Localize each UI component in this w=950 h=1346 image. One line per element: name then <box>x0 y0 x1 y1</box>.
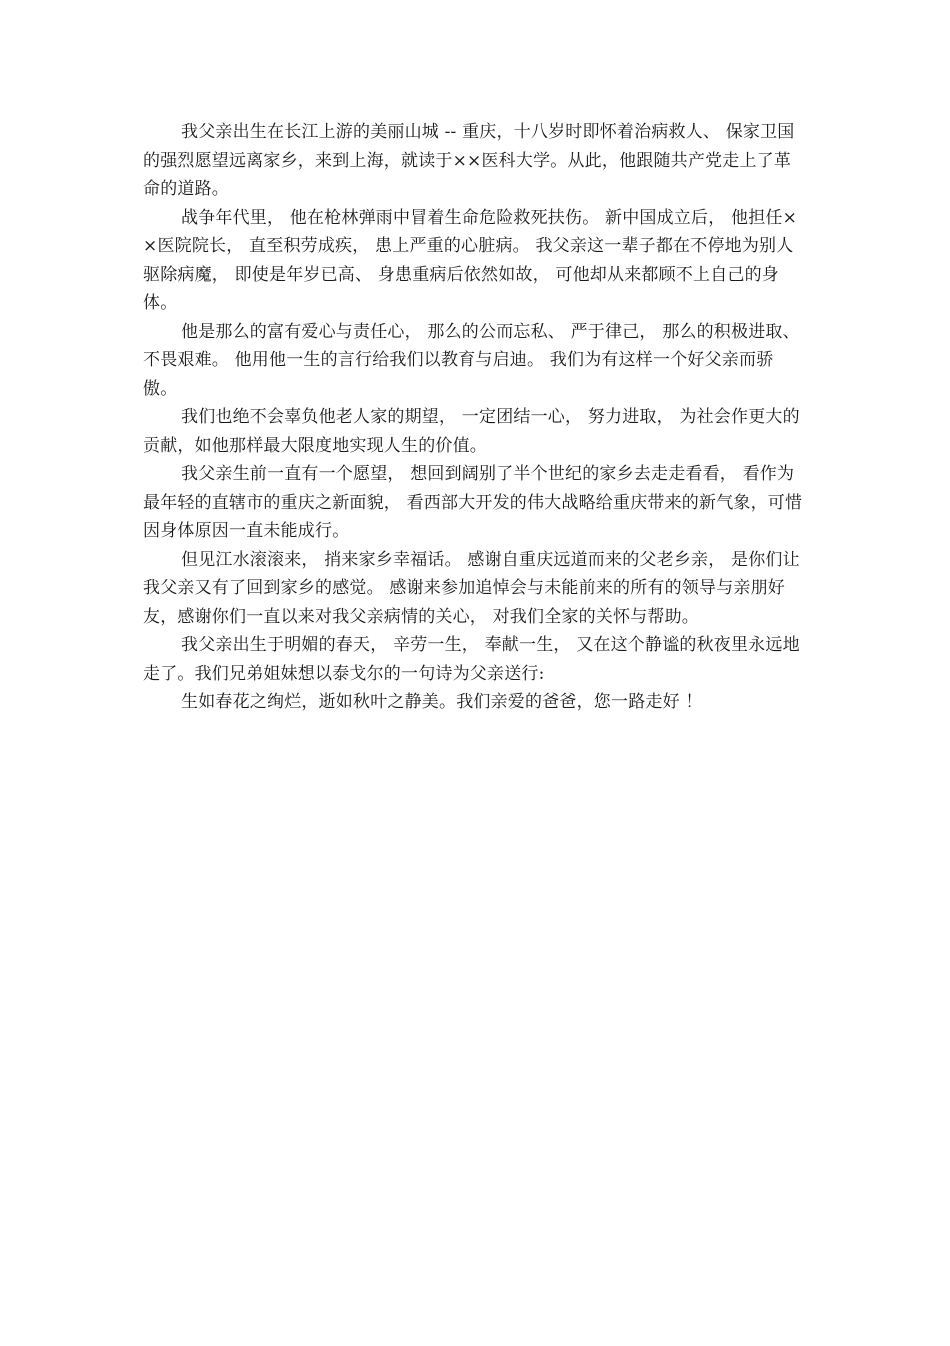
document-body <box>143 118 807 717</box>
paragraph-5: 我父亲生前一直有一个愿望， 想回到阔别了半个世纪的家乡去走走看看， 看作为最年轻的直辖市的重庆之新面貌， 看西部大开发的伟大战略给重庆带来的新气象，可惜因身体原因一直未能成行。 <box>143 464 803 541</box>
paragraph-4: 我们也绝不会辜负他老人家的期望， 一定团结一心， 努力进取， 为社会作更大的贡献，如他那样最大限度地实现人生的价值。 <box>143 407 800 456</box>
paragraph-6: 但见江水滚滚来， 捎来家乡幸福话。 感谢自重庆远道而来的父老乡亲， 是你们让我父亲又有了回到家乡的感觉。 感谢来参加追悼会与未能前来的所有的领导与亲朋好友，感谢你们一直以来对我父亲病情的关心， 对我们全家的关怀与帮助。 <box>143 549 800 627</box>
paragraph-7: 我父亲出生于明媚的春天， 辛劳一生， 奉献一生， 又在这个静谧的秋夜里永远地走了。我们兄弟姐妹想以泰戈尔的一句诗为父亲送行: <box>143 635 800 684</box>
paragraph-1: 我父亲出生在长江上游的美丽山城 -- 重庆，十八岁时即怀着治病救人、 保家卫国的强烈愿望远离家乡，来到上海，就读于××医科大学。从此，他跟随共产党走上了革命的道路。 <box>143 122 795 199</box>
paragraph-2: 战争年代里， 他在枪林弹雨中冒着生命危险救死扶伤。 新中国成立后， 他担任××医院院长， 直至积劳成疾， 患上严重的心脏病。 我父亲这一辈子都在不停地为别人驱除病魔， 即使是年岁已高、 身患重病后依然如故， 可他却从来都顾不上自己的身体。 <box>143 207 798 313</box>
paragraph-8: 生如春花之绚烂，逝如秋叶之静美。我们亲爱的爸爸，您一路走好 ！ <box>181 692 703 712</box>
paragraph-3: 他是那么的富有爱心与责任心， 那么的公而忘私、 严于律己， 那么的积极进取、不畏艰难。 他用他一生的言行给我们以教育与启迪。 我们为有这样一个好父亲而骄傲。 <box>143 321 800 399</box>
